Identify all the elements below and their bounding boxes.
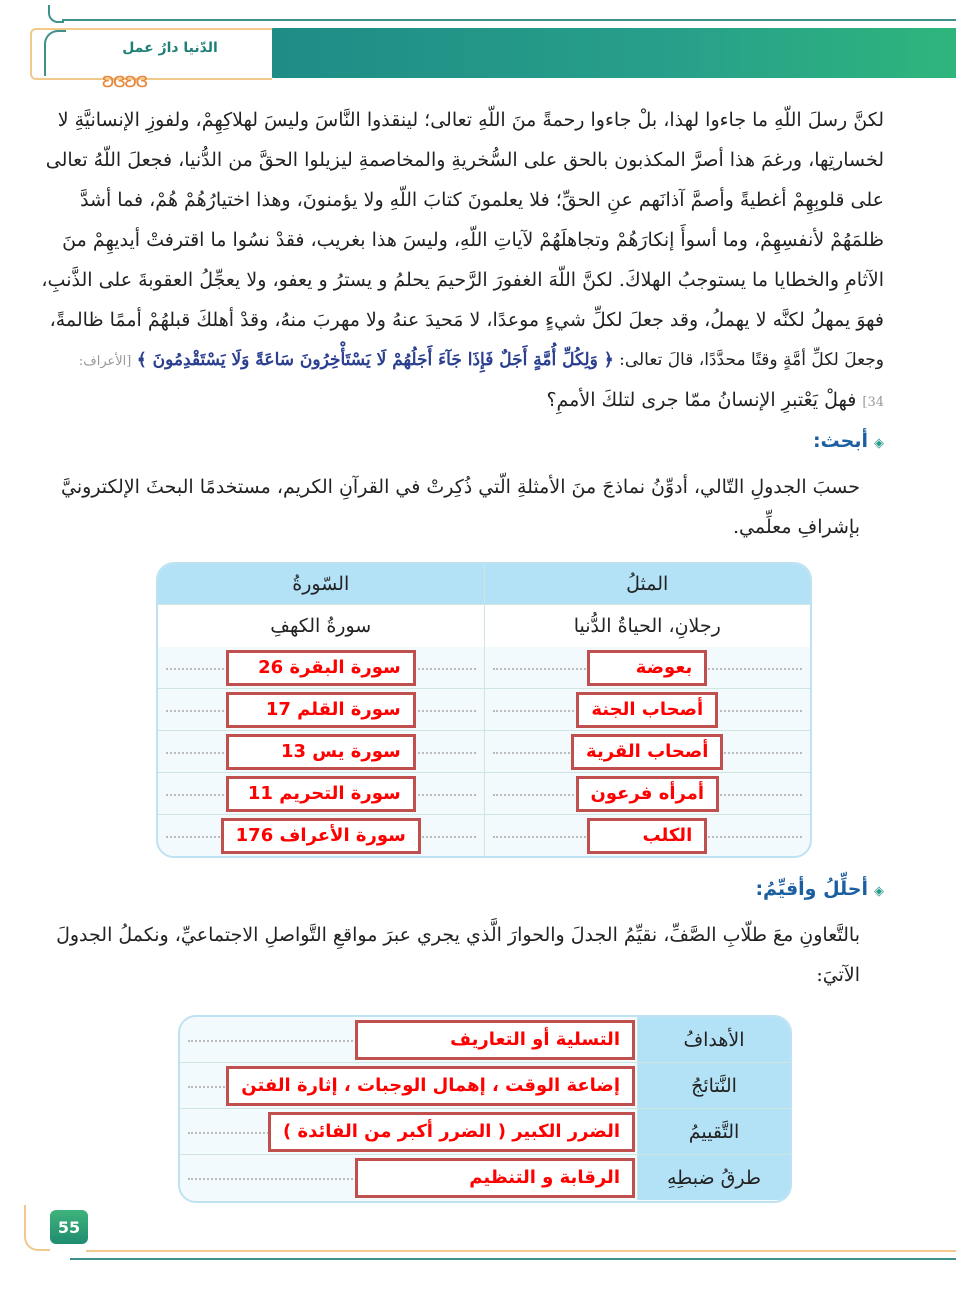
cell-parable (484, 689, 811, 730)
example-parable: رجلانِ، الحياةُ الدُّنيا (484, 605, 811, 647)
cell-surah (158, 773, 484, 814)
paragraph-line: لخسارتِها، ورغمَ هذا أصرَّ المكذبون بالحق على السُّخريةِ والمخاصمةِ ليزيلوا الحقَّ من الدُّنيا، فجعلَ اللّهُ تعالى (45, 149, 884, 171)
question-line (82, 380, 884, 420)
diamond-icon: ◈ (874, 884, 884, 899)
paragraph-line: الآثامِ والخطايا ما يستوجبُ الهلاكَ. لكنَّ اللّهَ الغفورَ الرَّحيمَ يحلمُ و يسترُ و يعفو، ولا يعجِّلُ العقوبةَ على الذَّنبِ، (41, 269, 884, 291)
verse-reference: [الأعراف: (78, 354, 132, 369)
answer-box[interactable]: أصحاب القرية (571, 734, 723, 770)
table-row (180, 1108, 790, 1154)
paragraph-line: على قلوبِهِمْ أغطيةً وأصمَّ آذانَهم عنِ الحقِّ؛ فلا يعلمونَ كتابَ اللّهِ ولا يؤمنونَ، وهذا اختيارُهُمْ هُمْ، فما أشدَّ (80, 189, 884, 211)
answer-box[interactable]: سورة القلم 17 (226, 692, 416, 728)
answer-cell (180, 1109, 637, 1154)
answer-box[interactable]: إضاعة الوقت ، إهمال الوجبات ، إثارة الفتن (226, 1066, 635, 1106)
table-row (158, 730, 810, 772)
paragraph-line: ظلمَهُمْ لأنفسِهِمْ، وما أسوأَ إنكارَهُمْ وتجاهلَهُمْ لآياتِ اللّهِ، وليسَ هذا بغريب، فقدْ نسُوا ما اقترفتْ أيديهِمْ منَ (62, 229, 884, 251)
page-title: الدّنيا دارُ عمل (122, 40, 218, 56)
answer-cell (180, 1063, 637, 1108)
quote-line (78, 340, 884, 380)
cell-surah (158, 731, 484, 772)
main-paragraph (41, 100, 884, 420)
cell-parable (484, 815, 811, 856)
evaluation-table (178, 1015, 792, 1203)
answer-cell (180, 1155, 637, 1200)
header-example: المثلُ (484, 564, 811, 604)
research-heading-text: أبحث: (812, 430, 868, 452)
cell-parable (484, 773, 811, 814)
row-label: النَّتائجُ (637, 1063, 790, 1108)
answer-box[interactable]: سورة الأعراف 176 (221, 818, 421, 854)
ornament-icon: ʚɞʚɞ (101, 68, 147, 92)
quran-verse: ﴿ وَلِكُلِّ أُمَّةٍ أَجَلٌ فَإِذَا جَآءَ أَجَلُهُمْ لَا يَسْتَأْخِرُونَ سَاعَةً وَلَا يَسْتَقْدِمُونَ ﴾ (136, 350, 614, 370)
cell-surah (158, 815, 484, 856)
analyze-instructions (56, 915, 860, 995)
verse-number: 34] (862, 395, 884, 410)
page-number: 55 (50, 1210, 88, 1244)
answer-box[interactable]: الكلب (587, 818, 707, 854)
table-row (158, 772, 810, 814)
header-banner (268, 28, 956, 78)
answer-box[interactable]: الضرر الكبير ( الضرر أكبر من الفائدة ) (268, 1112, 635, 1152)
table-row (158, 814, 810, 856)
cell-parable (484, 647, 811, 688)
answer-box[interactable]: أمرأه فرعون (576, 776, 720, 812)
answer-box[interactable]: التسلية أو التعاريف (355, 1020, 635, 1060)
table-row (158, 647, 810, 688)
cell-parable (484, 731, 811, 772)
row-label: الأهدافُ (637, 1017, 790, 1062)
answer-box[interactable]: سورة البقرة 26 (226, 650, 416, 686)
answer-cell (180, 1017, 637, 1062)
instruction-line: بالتَّعاونِ معَ طلّابِ الصَّفِّ، نقيِّمُ الجدلَ والحوارَ الَّذي يجري عبرَ مواقعِ التَّواصلِ الاجتماعيِّ، ونكملُ الجدولَ (56, 924, 860, 946)
instruction-line: بإشرافِ معلِّمي. (733, 516, 860, 538)
header-curve-decoration (44, 30, 66, 76)
instruction-line: حسبَ الجدولِ التّالي، أدوِّنُ نماذجَ منَ الأمثلةِ الّتي ذُكِرتْ في القرآنِ الكريم، مستخدمًا البحثَ الإلكترونيَّ (61, 476, 860, 498)
diamond-icon: ◈ (874, 436, 884, 451)
question-text: فهلْ يَعْتبرِ الإنسانُ ممّا جرى لتلكَ الأممِ؟ (546, 389, 857, 411)
table-row (158, 688, 810, 730)
analyze-heading (82, 878, 884, 900)
page-number-frame (24, 1205, 50, 1251)
table-header-row (158, 564, 810, 604)
table-row (180, 1154, 790, 1200)
research-heading (82, 430, 884, 452)
answer-box[interactable]: سورة التحريم 11 (226, 776, 416, 812)
instruction-line: الآتيَ: (816, 964, 860, 986)
table-row (180, 1017, 790, 1062)
top-divider (62, 19, 956, 21)
examples-table (156, 562, 812, 858)
example-row (158, 604, 810, 647)
row-label: التَّقييمُ (637, 1109, 790, 1154)
row-label: طرقُ ضبطِهِ (637, 1155, 790, 1200)
cell-surah (158, 647, 484, 688)
header-surah: السّورةُ (292, 573, 350, 595)
bottom-divider (86, 1250, 956, 1252)
answer-box[interactable]: بعوضة (587, 650, 707, 686)
quote-intro: وجعلَ لكلِّ أمَّةٍ وقتًا محدَّدًا، قالَ تعالى: (619, 350, 884, 370)
answer-box[interactable]: أصحاب الجنة (576, 692, 718, 728)
answer-box[interactable]: سورة يس 13 (226, 734, 416, 770)
table-row (180, 1062, 790, 1108)
cell-surah (158, 689, 484, 730)
example-surah: سورةُ الكهفِ (270, 615, 372, 637)
paragraph-line: لكنَّ رسلَ اللّهِ ما جاءوا لهذا، بلْ جاءوا رحمةً منَ اللّهِ تعالى؛ لينقذوا النَّاسَ وليسَ لهلاكِهِمْ، ولفوزِ الإنسانيَّةِ لا (57, 109, 884, 131)
paragraph-line: فهوَ يمهلُ لكنَّه لا يهملُ، وقد جعلَ لكلِّ شيءٍ موعدًا، لا مَحيدَ عنهُ ولا مهربَ منهُ، وقدْ أهلكَ قبلهُمْ أممًا ظالمةً، (49, 309, 884, 331)
bottom-divider (70, 1258, 956, 1260)
analyze-heading-text: أحلِّلُ وأقيِّمُ: (755, 878, 868, 900)
research-instructions (61, 467, 860, 547)
answer-box[interactable]: الرقابة و التنظيم (355, 1158, 635, 1198)
